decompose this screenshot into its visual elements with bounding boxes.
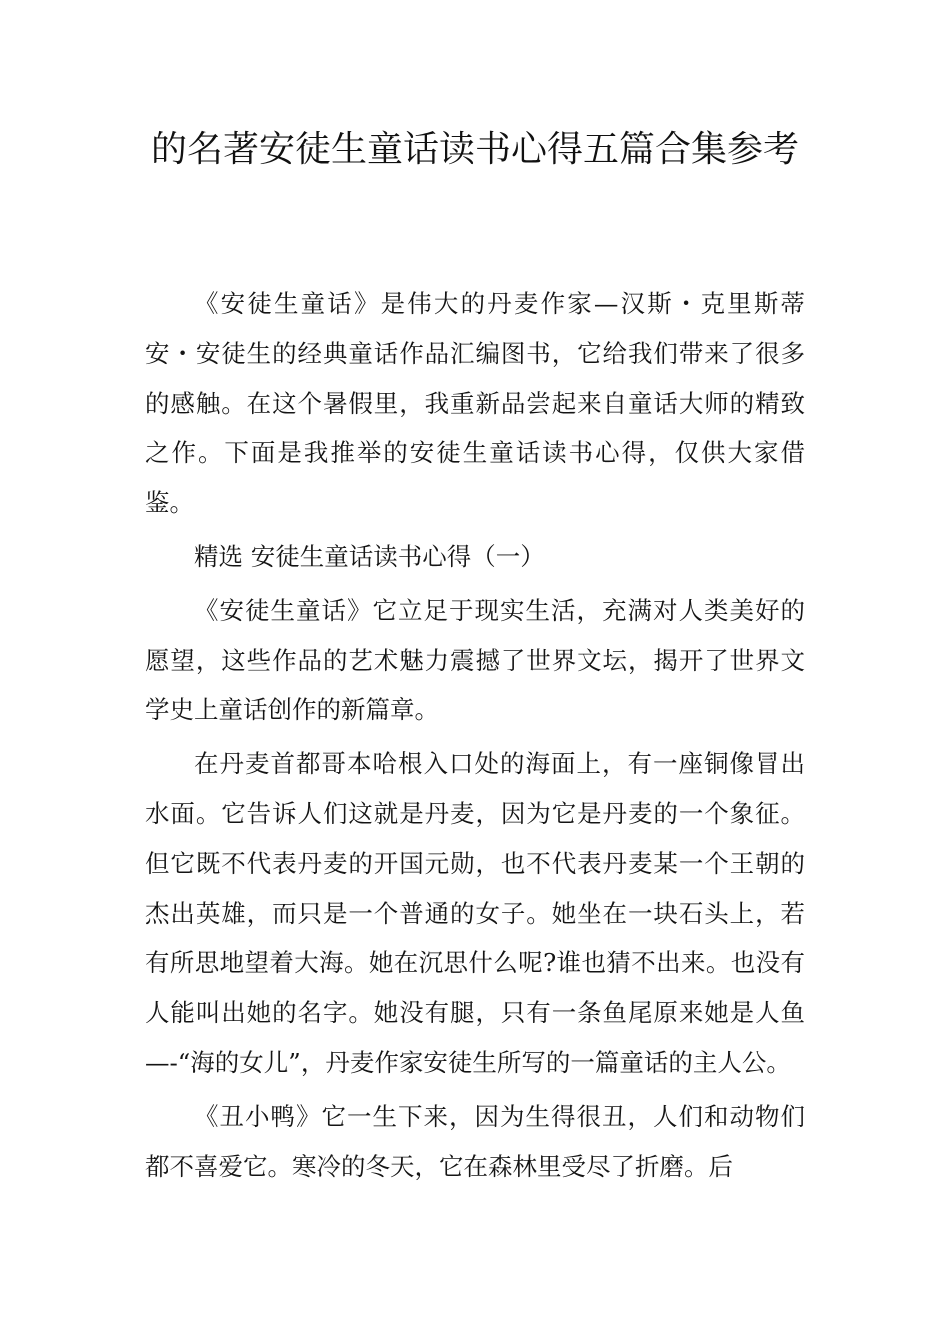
body-paragraph: 在丹麦首都哥本哈根入口处的海面上，有一座铜像冒出水面。它告诉人们这就是丹麦，因为它是丹麦的一个象征。但它既不代表丹麦的开国元勋，也不代表丹麦某一个王朝的杰出英雄，而只是一个普通的女子。她坐在一块石头上，若有所思地望着大海。她在沉思什么呢?谁也猜不出来。也没有人能叫出她的名字。她没有腿，只有一条鱼尾原来她是人鱼—-“海的女儿”，丹麦作家安徒生所写的一篇童话的主人公。 — [145, 749, 805, 1077]
body-paragraph: 《丑小鸭》它一生下来，因为生得很丑，人们和动物们都不喜爱它。寒冷的冬天，它在森林里受尽了折磨。后 — [145, 1101, 805, 1181]
section-heading: 精选 安徒生童话读书心得（一） — [194, 541, 545, 571]
body-paragraph: 《安徒生童话》它立足于现实生活，充满对人类美好的愿望，这些作品的艺术魅力震撼了世界文坛，揭开了世界文学史上童话创作的新篇章。 — [145, 595, 805, 725]
intro-paragraph: 《安徒生童话》是伟大的丹麦作家—汉斯・克里斯蒂安・安徒生的经典童话作品汇编图书，它给我们带来了很多的感触。在这个暑假里，我重新品尝起来自童话大师的精致之作。下面是我推举的安徒生童话读书心得，仅供大家借鉴。 — [145, 289, 805, 518]
document-body — [145, 279, 805, 1191]
document-title: 的名著安徒生童话读书心得五篇合集参考 — [150, 129, 799, 170]
